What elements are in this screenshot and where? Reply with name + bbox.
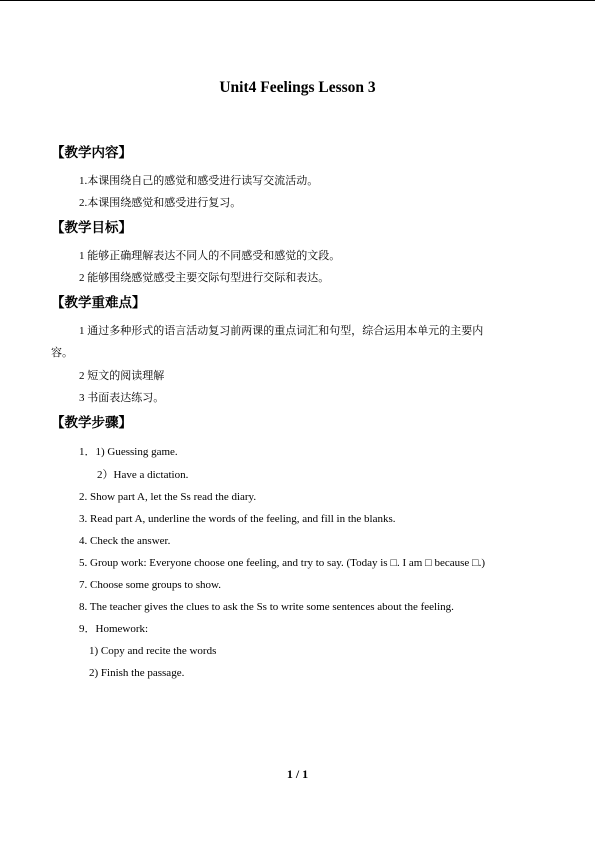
section-heading-key-points: 【教学重难点】 xyxy=(51,295,146,310)
step-line-9: 9．Homework: xyxy=(79,623,149,635)
key-points-line-2: 2 短文的阅读理解 xyxy=(79,370,165,382)
section-heading-objectives: 【教学目标】 xyxy=(51,220,132,235)
key-points-line-1: 1 通过多种形式的语言活动复习前两课的重点词汇和句型，综合运用本单元的主要内 xyxy=(79,325,484,337)
step-line-5: 5. Group work: Everyone choose one feeling, and try to say. (Today is □. I am □ because □.) xyxy=(79,557,486,569)
key-points-line-1-wrap: 容。 xyxy=(51,347,73,359)
section-heading-content: 【教学内容】 xyxy=(51,145,132,160)
homework-item-1: 1) Copy and recite the words xyxy=(89,645,217,657)
content-line-2: 2.本课围绕感觉和感受进行复习。 xyxy=(79,197,242,209)
objectives-line-2: 2 能够围绕感觉感受主要交际句型进行交际和表达。 xyxy=(79,272,330,284)
key-points-line-3: 3 书面表达练习。 xyxy=(79,392,165,404)
step-line-3: 3. Read part A, underline the words of the feeling, and fill in the blanks. xyxy=(79,513,396,525)
step-line-8: 8. The teacher gives the clues to ask the Ss to write some sentences about the feeling. xyxy=(79,601,454,613)
page-number: 1 / 1 xyxy=(286,767,309,781)
homework-item-2: 2) Finish the passage. xyxy=(89,667,185,679)
step-line-1: 1．1) Guessing game. xyxy=(79,446,178,458)
content-line-1: 1.本课围绕自己的感觉和感受进行读写交流活动。 xyxy=(79,175,319,187)
top-border-rule xyxy=(0,0,595,1)
step-line-7: 7. Choose some groups to show. xyxy=(79,579,221,591)
page-title: Unit4 Feelings Lesson 3 xyxy=(219,79,376,96)
step-line-2: 2. Show part A, let the Ss read the diary. xyxy=(79,491,257,503)
section-heading-steps: 【教学步骤】 xyxy=(51,415,132,430)
objectives-line-1: 1 能够正确理解表达不同人的不同感受和感觉的文段。 xyxy=(79,250,341,262)
step-line-1b: 2）Have a dictation. xyxy=(97,469,189,481)
step-line-4: 4. Check the answer. xyxy=(79,535,171,547)
